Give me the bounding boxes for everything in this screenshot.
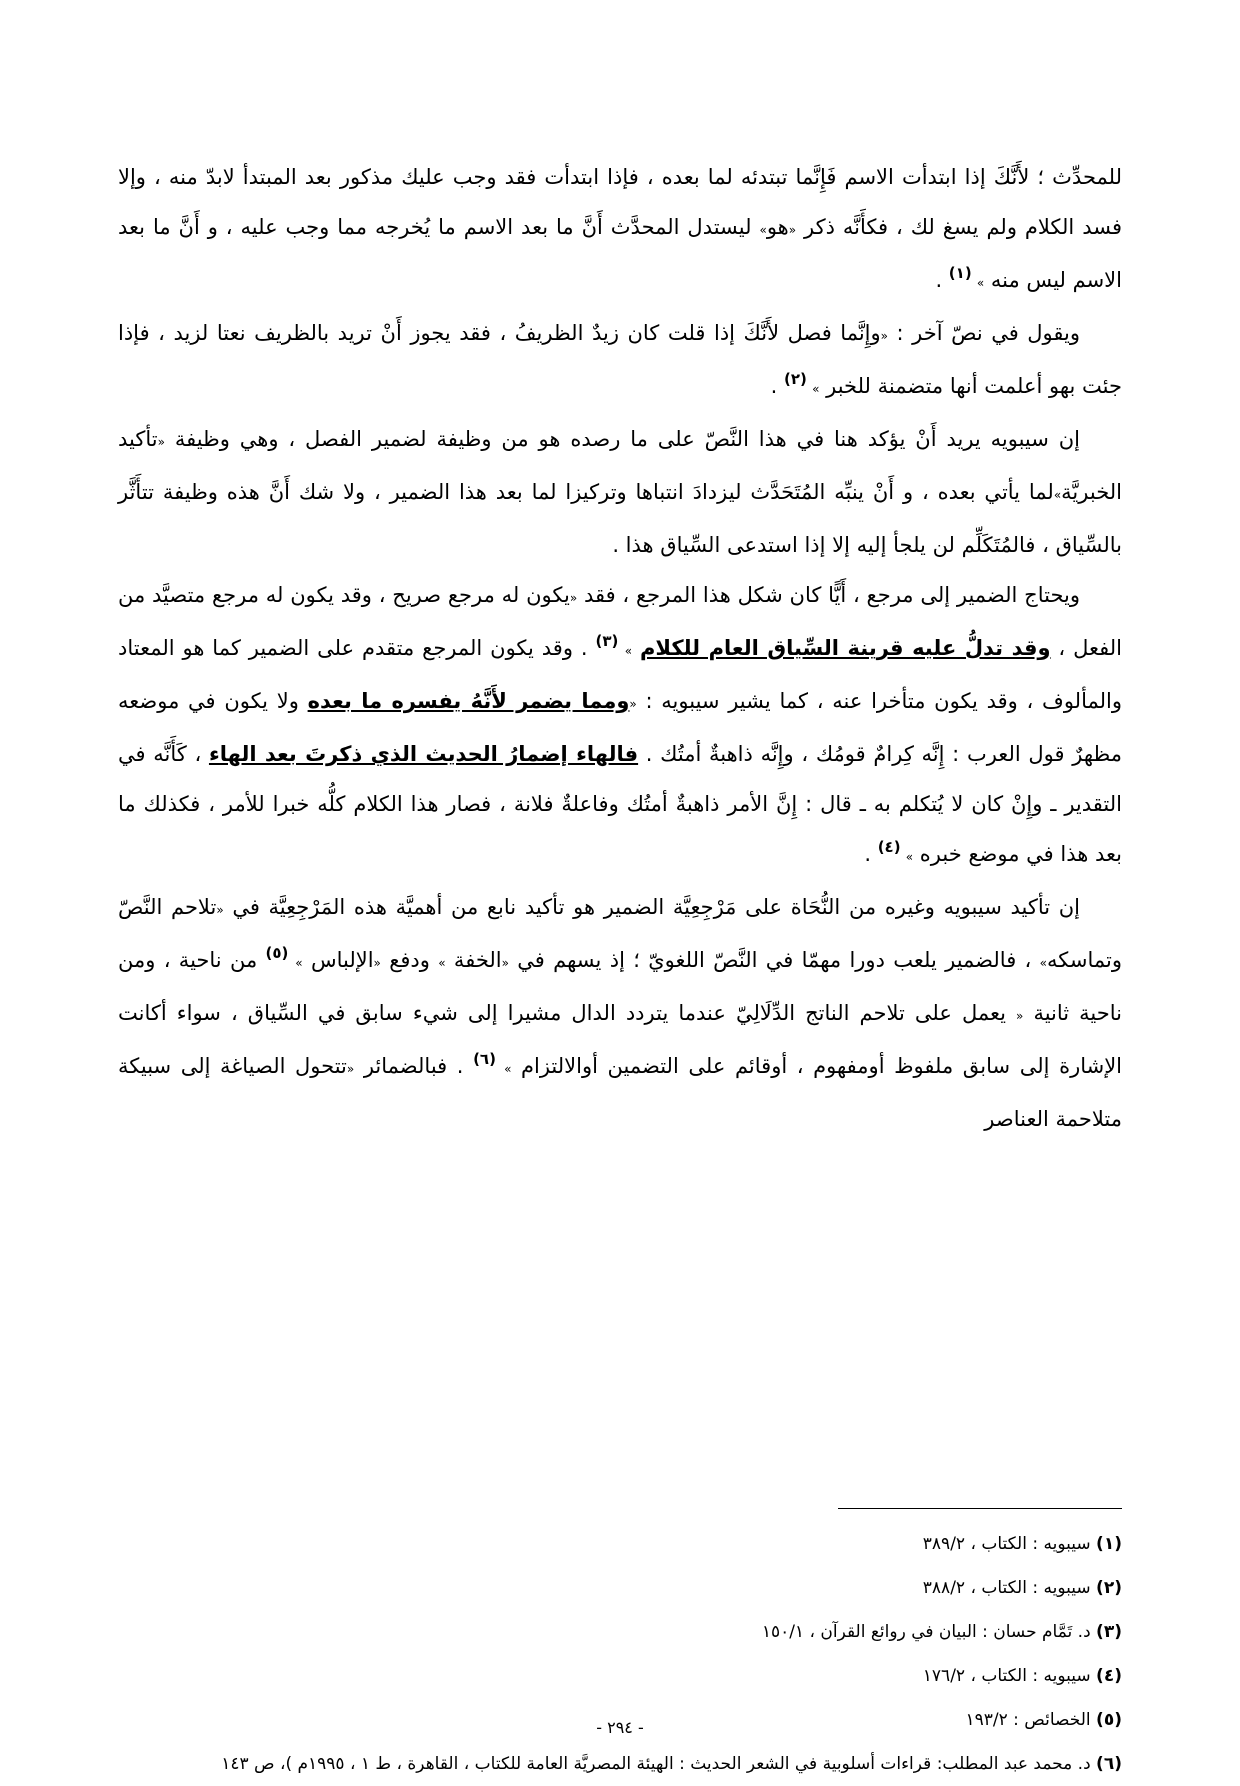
footnote-number: (٥): [1096, 1710, 1122, 1730]
quote-mark: «: [1016, 1009, 1024, 1023]
footnote-text: سيبويه : الكتاب ، ٣٨٨/٢: [922, 1578, 1091, 1598]
quote-mark: »: [624, 644, 633, 658]
text-run: تتحول الصياغة إلى سبيكة متلاحمة العناصر: [118, 1054, 1122, 1131]
text-run: . وقد يكون المرجع متقدم على الضمير كما هو المعتاد والمألوف ، وقد يكون متأخرا عنه ، كما يشير سيبويه :: [118, 636, 1122, 713]
emphasized-text: فالهاء إضمارُ الحديث الذي ذكرتَ بعد الهاء: [208, 742, 639, 766]
footnote-ref: (٤): [877, 838, 906, 856]
footnote-text: د. تَمَّام حسان : البيان في روائع القرآن ، ١٥٠/١: [761, 1622, 1091, 1642]
paragraph-p1: [118, 152, 1122, 308]
footnotes: [118, 1522, 1122, 1786]
text-run: يكون له مرجع صريح ، وقد يكون له مرجع متصيَّد من الفعل ،: [118, 583, 1122, 660]
text-run: هو: [766, 215, 789, 239]
body-text: [118, 152, 1122, 1144]
quote-mark: »: [905, 850, 914, 864]
quote-mark: »: [976, 276, 985, 290]
footnote-ref: (٥): [265, 944, 296, 962]
quote-mark: «: [880, 329, 889, 343]
footnote-number: (٢): [1096, 1578, 1122, 1598]
text-run: من ناحية ، ومن ناحية ثانية: [118, 948, 1122, 1025]
quote-mark: »: [812, 382, 820, 396]
footnote-number: (١): [1096, 1534, 1122, 1554]
quote-mark: »: [759, 223, 767, 237]
footnote: [118, 1566, 1122, 1610]
footnote: [118, 1654, 1122, 1698]
footnote: [118, 1522, 1122, 1566]
text-run: ، فالضمير يلعب دورا مهمّا في النَّصّ اللغويّ ؛ إذ يسهم في: [508, 948, 1040, 972]
footnote-ref: (٦): [473, 1050, 505, 1068]
text-run: ، كَأَنَّه في التقدير ـ وإِنْ كان لا يُتكلم به ـ قال : إِنَّ الأمر ذاهبةٌ أمتُك وفاعلةٌ فلانة ، فصار هذا الكلام كلُّه خبرا للأمر ، فكذلك ما بعد هذا في موضع خبره: [118, 742, 1122, 866]
footnote-text: د. محمد عبد المطلب: قراءات أسلوبية في الشعر الحديث : الهيئة المصريَّة العامة للكتاب ، القاهرة ، ط ١ ، ١٩٩٥م )، ص ١٤٣: [221, 1754, 1091, 1774]
paragraph-p3: [118, 414, 1122, 570]
quote-mark: «: [346, 1062, 355, 1076]
footnote-ref: (١): [948, 264, 977, 282]
quote-mark: «: [216, 903, 224, 917]
paragraph-p2: [118, 308, 1122, 414]
footnote-number: (٤): [1096, 1666, 1122, 1686]
text-run: ولا يكون في موضعه مظهرٌ قول العرب : إِنَّه كِرامٌ قومُك ، وإِنَّه ذاهبةٌ أمتُك .: [118, 689, 1122, 766]
text-run: الإلباس: [302, 948, 374, 972]
footnote-separator: [838, 1508, 1122, 1509]
text-run: [632, 636, 640, 660]
footnote-text: سيبويه : الكتاب ، ١٧٦/٢: [922, 1666, 1091, 1686]
footnote-text: سيبويه : الكتاب ، ٣٨٩/٢: [922, 1534, 1091, 1554]
text-run: الخفة: [445, 948, 502, 972]
text-run: . فبالضمائر: [354, 1054, 474, 1078]
text-run: ويقول في نصّ آخر :: [888, 321, 1081, 345]
footnote-text: الخصائص : ١٩٣/٢: [965, 1710, 1091, 1730]
quote-mark: «: [373, 956, 381, 970]
text-run: ويحتاج الضمير إلى مرجع ، أَيًّا كان شكل هذا المرجع ، فقد: [577, 583, 1081, 607]
emphasized-text: ومما يضمر لأَنَّهُ يفسره ما بعده: [307, 689, 630, 713]
footnote: [118, 1610, 1122, 1654]
quote-mark: »: [295, 956, 303, 970]
footnote-number: (٣): [1096, 1622, 1122, 1642]
emphasized-text: وقد تدلُّ عليه قرينة السِّياق العام للكلام: [640, 636, 1051, 660]
text-run: يعمل على تلاحم الناتج الدِّلَالِيّ عندما يتردد الدال مشيرا إلى شيء سابق في السِّياق ، سواء أكانت الإشارة إلى سابق ملفوظ أومفهوم ، أوقائم على التضمين أوالالتزام: [118, 1001, 1123, 1078]
paragraph-p5: [118, 882, 1122, 1144]
footnote-ref: (٢): [784, 370, 813, 388]
text-run: ودفع: [380, 948, 439, 972]
page-number: - ٢٩٤ -: [596, 1718, 644, 1737]
quote-mark: «: [501, 956, 509, 970]
footnote-ref: (٣): [595, 632, 625, 650]
text-run: وإِنَّما فصل لأَنَّكَ إذا قلت كان زيدٌ الظريفُ ، فقد يجوز أَنْ تريد بالظريف نعتا لزيد ، فإذا جئت بهو أعلمت أنها متضمنة للخبر: [118, 321, 1122, 398]
text-run: .: [770, 374, 784, 398]
footnote-number: (٦): [1096, 1754, 1122, 1774]
text-run: إن تأكيد سيبويه وغيره من النُّحَاة على مَرْجِعِيَّة الضمير هو تأكيد نابع من أهميَّة هذه المَرْجِعِيَّة في: [223, 895, 1080, 919]
text-run: إن سيبويه يريد أَنْ يؤكد هنا في هذا النَّصّ على ما رصده هو من وظيفة لضمير الفصل ، وهي وظيفة: [164, 427, 1080, 451]
text-run: .: [935, 268, 949, 292]
text-run: .: [864, 842, 878, 866]
footnote: [118, 1742, 1122, 1786]
quote-mark: «: [788, 223, 797, 237]
quote-mark: »: [438, 956, 446, 970]
paragraph-p4: [118, 570, 1122, 882]
quote-mark: «: [629, 697, 637, 711]
quote-mark: »: [1053, 488, 1062, 502]
quote-mark: »: [1039, 956, 1048, 970]
text-run: ليستدل المحدَّث أَنَّ ما بعد الاسم ما يُخرجه مما وجب عليه ، و أَنَّ ما بعد الاسم ليس منه: [118, 215, 1122, 292]
quote-mark: »: [504, 1062, 512, 1076]
text-run: للمحدِّث ؛ لأَنَّكَ إذا ابتدأت الاسم فَإِنَّما تبتدئه لما بعده ، فإذا ابتدأت فقد وجب عليك مذكور بعد المبتدأ لابدّ منه ، وإلا فسد الكلام ولم يسغ لك ، فكأَنَّه ذكر: [118, 165, 1123, 239]
text-run: تلاحم النَّصّ وتماسكه: [118, 895, 1122, 972]
text-run: تأكيد الخبريَّة: [118, 427, 1122, 504]
text-run: لما يأتي بعده ، و أَنْ ينبِّه المُتَحَدَّث ليزدادَ انتباها وتركيزا لما بعد هذا الضمير ، ولا شك أَنَّ هذه وظيفة تتأَثَّر بالسِّياق ، فالمُتَكَلِّم لن يلجأ إليه إلا إذا استدعى السِّياق هذا .: [118, 480, 1122, 557]
quote-mark: «: [157, 435, 165, 449]
quote-mark: «: [569, 591, 578, 605]
